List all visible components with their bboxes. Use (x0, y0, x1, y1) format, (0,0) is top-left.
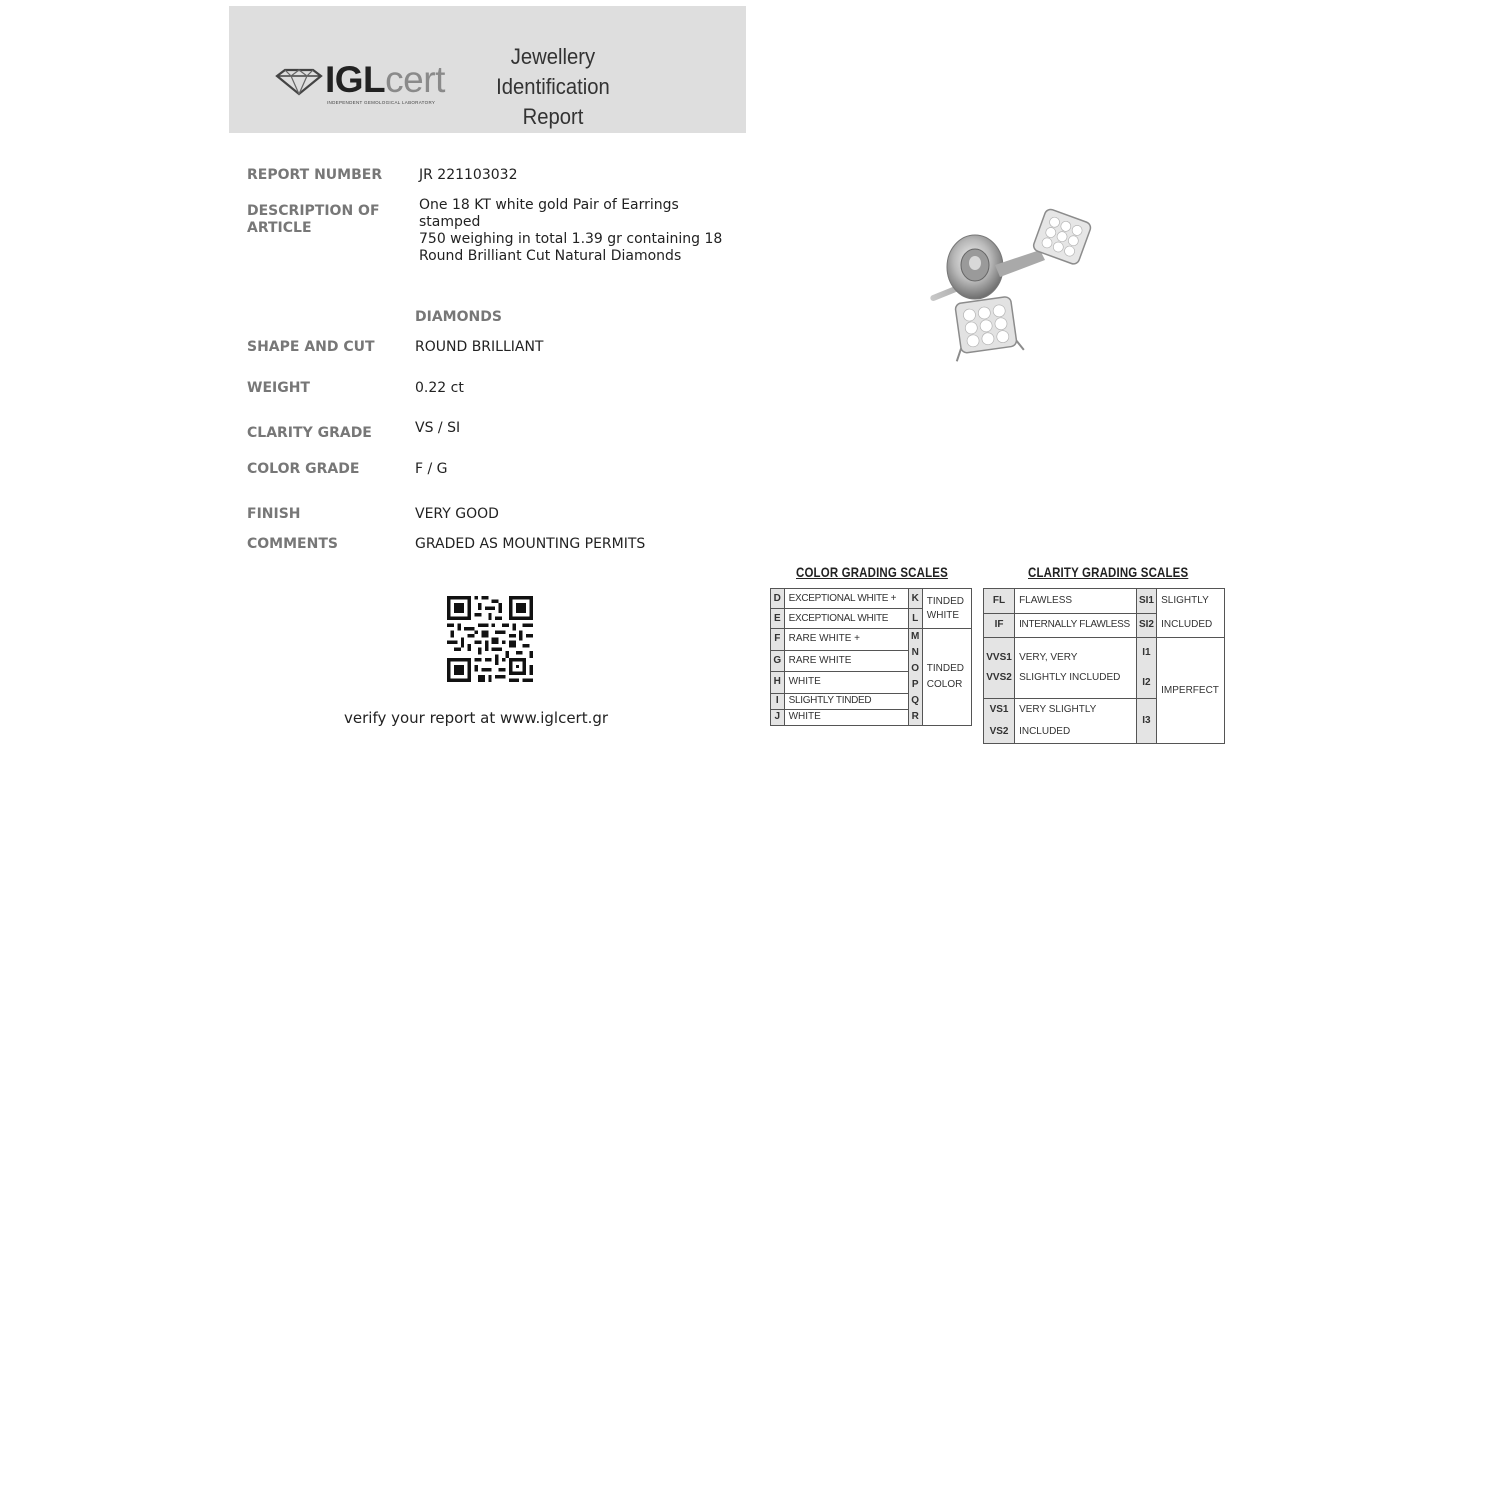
color-right-code: L (908, 609, 922, 629)
color-code: E (771, 609, 785, 629)
color-desc: WHITE (784, 672, 908, 694)
color-code: F (771, 629, 785, 651)
diamonds-section-heading: DIAMONDS (415, 309, 502, 325)
color-right-desc-line: WHITE (926, 609, 959, 621)
color-desc: WHITE (784, 709, 908, 725)
clarity-code: VS1 (989, 704, 1009, 715)
color-right-desc-line: COLOR (926, 679, 963, 690)
clarity-right-code: SI2 (1136, 613, 1156, 638)
logo-igl: IGL (325, 59, 386, 100)
earrings-photo (900, 195, 1110, 370)
shape-label: SHAPE AND CUT (247, 339, 375, 355)
description-line-2: 750 weighing in total 1.39 gr containing 18 (419, 231, 723, 247)
color-right-code: R (911, 711, 919, 722)
clarity-right-code: SI1 (1136, 589, 1156, 614)
color-scale-title: COLOR GRADING SCALES (796, 564, 948, 580)
description-label-line-1: DESCRIPTION OF (247, 203, 380, 219)
color-grading-table (770, 588, 972, 726)
color-right-code: M (911, 631, 920, 642)
clarity-desc: VERY, VERY (1019, 652, 1078, 663)
description-line-1: One 18 KT white gold Pair of Earrings stamped (419, 197, 679, 230)
logo-wordmark (325, 58, 445, 102)
logo-cert: cert (385, 59, 445, 100)
color-right-desc-line: TINDED (926, 663, 965, 674)
comments-label: COMMENTS (247, 536, 338, 552)
clarity-code-vs (984, 699, 1015, 744)
description-label (247, 203, 380, 237)
color-desc: RARE WHITE (784, 650, 908, 672)
report-header (229, 6, 746, 133)
clarity-desc: FLAWLESS (1015, 589, 1137, 614)
clarity-code: VS2 (989, 726, 1009, 737)
description-line-3: Round Brilliant Cut Natural Diamonds (419, 248, 682, 264)
clarity-code: VVS2 (986, 672, 1012, 683)
clarity-value: VS / SI (415, 420, 461, 436)
color-right-desc-line: TINDED (926, 595, 965, 607)
color-desc: EXCEPTIONAL WHITE + (784, 589, 908, 609)
color-right-desc-tinded-color (922, 629, 971, 726)
clarity-desc-vvs (1015, 638, 1137, 699)
weight-value: 0.22 ct (415, 380, 464, 396)
color-code: D (771, 589, 785, 609)
clarity-scale-title: CLARITY GRADING SCALES (1028, 564, 1189, 580)
title-line-1: Jewellery (510, 44, 596, 69)
clarity-code: IF (984, 613, 1015, 638)
finish-label: FINISH (247, 506, 301, 522)
diamond-logo-icon (275, 68, 323, 96)
clarity-right-desc-line: SLIGHTLY (1161, 595, 1209, 606)
clarity-desc: VERY SLIGHTLY (1019, 704, 1097, 715)
color-value: F / G (415, 461, 448, 477)
color-desc: SLIGHTLY TINDED (784, 693, 908, 709)
weight-label: WEIGHT (247, 380, 310, 396)
color-right-code: O (911, 663, 920, 674)
report-title (487, 42, 619, 132)
description-value (419, 197, 729, 265)
title-line-2: Identification (496, 74, 610, 99)
title-line-3: Report (522, 104, 584, 129)
logo-subtitle: INDEPENDENT GEMOLOGICAL LABORATORY (327, 100, 436, 105)
finish-value: VERY GOOD (415, 506, 499, 522)
clarity-grading-table (983, 588, 1225, 744)
comments-value: GRADED AS MOUNTING PERMITS (415, 536, 646, 552)
clarity-code: VVS1 (986, 652, 1012, 663)
clarity-right-code: I2 (1142, 677, 1151, 688)
iglcert-logo (275, 58, 455, 108)
clarity-desc: SLIGHTLY INCLUDED (1019, 672, 1121, 683)
color-code: H (771, 672, 785, 694)
clarity-code: FL (984, 589, 1015, 614)
report-number-label: REPORT NUMBER (247, 167, 383, 183)
color-code: G (771, 650, 785, 672)
clarity-label: CLARITY GRADE (247, 425, 372, 441)
report-number-value: JR 221103032 (419, 167, 518, 183)
clarity-desc-vs (1015, 699, 1137, 744)
clarity-right-desc-line: INCLUDED (1161, 619, 1213, 630)
color-label: COLOR GRADE (247, 461, 360, 477)
clarity-right-code: I1 (1142, 647, 1151, 658)
clarity-desc: INCLUDED (1019, 726, 1071, 737)
color-right-code: N (911, 647, 919, 658)
color-code: I (771, 693, 785, 709)
color-right-codes-m-r (908, 629, 922, 726)
color-desc: EXCEPTIONAL WHITE (784, 609, 908, 629)
shape-value: ROUND BRILLIANT (415, 339, 544, 355)
clarity-desc: INTERNALLY FLAWLESS (1015, 613, 1137, 638)
clarity-right-desc-imperfect: IMPERFECT (1157, 638, 1225, 744)
color-right-code: K (908, 589, 922, 609)
verify-link[interactable]: verify your report at www.iglcert.gr (344, 709, 609, 727)
qr-code[interactable] (446, 596, 534, 682)
color-code: J (771, 709, 785, 725)
clarity-code-i (1136, 638, 1156, 699)
color-right-code: Q (911, 695, 920, 706)
color-right-desc-tinded-white (922, 589, 971, 629)
description-label-line-2: ARTICLE (247, 220, 312, 236)
color-right-code: P (911, 679, 919, 690)
clarity-right-code: I3 (1136, 699, 1156, 744)
clarity-right-desc-slightly-included (1157, 589, 1225, 638)
clarity-code-vvs (984, 638, 1015, 699)
color-desc: RARE WHITE + (784, 629, 908, 651)
